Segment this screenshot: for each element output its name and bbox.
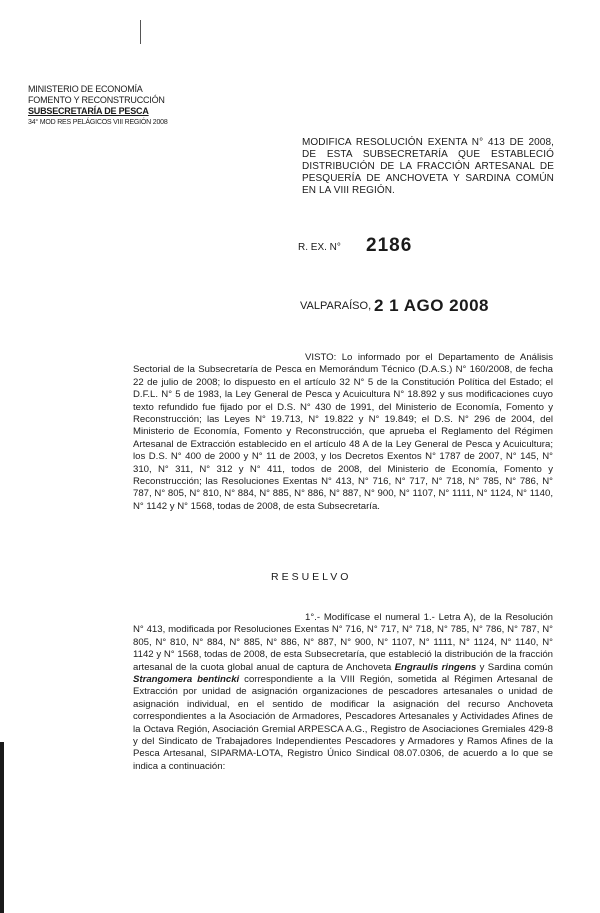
ministry-sub: FOMENTO Y RECONSTRUCCIÓN: [28, 95, 165, 105]
article-1-part2: y Sardina común: [479, 661, 553, 673]
doc-ref: 34° MOD RES PELÁGICOS VIII REGIÓN 2008: [28, 119, 168, 126]
scan-mark: [140, 20, 141, 44]
place: VALPARAÍSO,: [300, 300, 372, 312]
scan-margin-bar: [0, 742, 4, 913]
resolution-prefix: R. EX. N°: [298, 242, 341, 253]
visto-paragraph: VISTO: Lo informado por el Departamento de Análisis Sectorial de la Subsecretaría de Pesca en Memorándum Técnico (D.A.S.) N° 160/2008, de fecha 22 de julio de 2008; lo dispuesto en el artículo 32 N° 5 de la Constitución Política del Estado; el D.F.L. N° 5 de 1983, la Ley General de Pesca y Acuicultura N° 18.892 y sus modificaciones cuyo texto refundido fue fijado por el D.S. N° 430 de 1991, del Ministerio de Economía, Fomento y Reconstrucción; las Leyes N° 19.713, N° 19.822 y N° 19.849; el D.S. N° 296 de 2004, del Ministerio de Economía, Fomento y Reconstrucción, que aprueba el Reglamento del Régimen Artesanal de Extracción establecido en el artículo 48 A de la Ley General de Pesca y Acuicultura; los D.S. N° 400 de 2000 y N° 11 de 2003, y los Decretos Exentos N° 1787 de 2007, N° 145, N° 310, N° 311, N° 312 y N° 411, todos de 2008, del Ministerio de Economía, Fomento y Reconstrucción; las Resoluciones Exentas N° 413, N° 716, N° 717, N° 718, N° 785, N° 786, N° 787, N° 805, N° 810, N° 884, N° 885, N° 886, N° 887, N° 900, N° 1107, N° 1111, N° 1124, N° 1140, N° 1142 y N° 1568, todas de 2008, de esta Subsecretaría.: [133, 352, 553, 512]
article-1-part1: 1°.- Modifícase el numeral 1.- Letra A), de la Resolución N° 413, modificada por Resoluciones Exentas N° 716, N° 717, N° 718, N° 785, N° 786, N° 787, N° 805, N° 810, N° 884, N° 885, N° 886, N° 887, N° 900, N° 1107, N° 1111, N° 1124, N° 1140, N° 1142 y N° 1568, todas de 2008, de esta Subsecretaría, que estableció la distribución de la fracción artesanal de la cuota global anual de captura de Anchoveta: [133, 612, 553, 673]
ministry-name: MINISTERIO DE ECONOMÍA: [28, 84, 143, 94]
article-1: [133, 612, 553, 773]
species-anchoveta: Engraulis ringens: [394, 661, 477, 673]
resolution-number: 2186: [366, 235, 413, 256]
resuelvo-heading: RESUELVO: [271, 571, 352, 583]
letterhead: [28, 84, 168, 128]
subsecretaria: SUBSECRETARÍA DE PESCA: [28, 106, 149, 116]
species-sardina: Strangomera bentincki: [133, 674, 240, 686]
faint-stamp: [10, 289, 68, 336]
subject-text: MODIFICA RESOLUCIÓN EXENTA N° 413 DE 2008, DE ESTA SUBSECRETARÍA QUE ESTABLECIÓ DISTRIBUCIÓN DE LA FRACCIÓN ARTESANAL DE PESQUERÍA DE ANCHOVETA Y SARDINA COMÚN EN LA VIII REGIÓN.: [302, 137, 554, 196]
date-stamp: 2 1 AGO 2008: [374, 296, 489, 315]
article-1-part3: correspondiente a la VIII Región, sometida al Régimen Artesanal de Extracción por unidad de asignación organizaciones de pescadores artesanales o unidad de asignación individual, en el sentido de modificar la asignación del recurso Anchoveta correspondientes a la Asociación de Armadores, Pescadores Artesanales y Actividades Afines de la Octava Región, Asociación Gremial ARPESCA A.G., Registro de Asociaciones Gremiales 429-8 y del Sindicato de Trabajadores Independientes Pescadores y Armadores y Ramos Afines de la Pesca Artesanal, SIPARMA-LOTA, Registro Único Sindical 08.07.0306, de acuerdo a lo que se indica a continuación:: [133, 674, 553, 772]
